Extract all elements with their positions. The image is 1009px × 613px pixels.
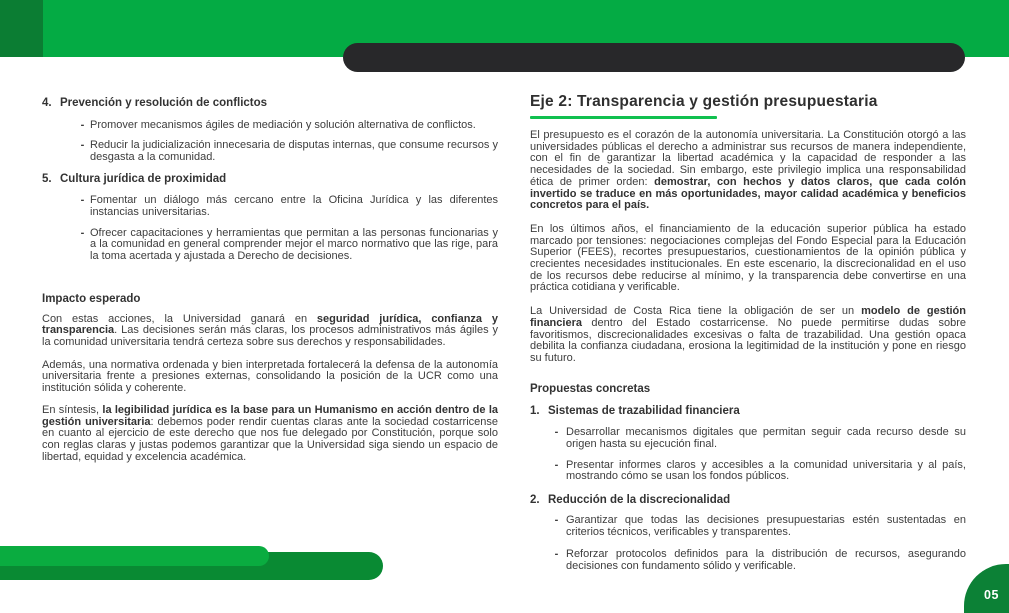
bullet-text: Presentar informes claros y accesibles a la comunidad universitaria y al país, mostrando cómo se usan los fondos públicos.	[566, 458, 966, 483]
bottom-light-green-bar	[0, 546, 269, 566]
bullet-dash-icon: -	[554, 458, 559, 471]
bullet-dash-icon: -	[554, 426, 559, 439]
paragraph	[42, 314, 498, 349]
paragraph	[530, 130, 966, 212]
paragraph-bold-text: demostrar, con hechos y datos claros, que cada colón invertido se traduce en más oportunidades, mayor calidad académica y beneficios concretos para el país.	[530, 175, 966, 212]
top-black-pill	[343, 43, 965, 72]
numbered-heading-5	[42, 173, 498, 186]
paragraph-bold-text: modelo de gestión financiera	[530, 305, 966, 329]
bullet-item	[42, 140, 498, 163]
paragraph-bold-text: la legibilidad jurídica es la base para un Humanismo en acción dentro de la gestión universitaria	[42, 403, 498, 428]
numbered-heading-4	[42, 97, 498, 110]
item-title: Prevención y resolución de conflictos	[60, 97, 268, 109]
paragraph	[42, 405, 498, 464]
paragraph-text: dentro del Estado costarricense. No puede permitirse dudas sobre favoritismos, discrecionalidades excesivas o falta de trazabilidad. Una gestión opaca debilita la confianza ciudadana, erosiona la legitimidad de la institución y pone en riesgo su futuro.	[530, 316, 966, 364]
bullet-text: Ofrecer capacitaciones y herramientas que permitan a las personas funcionarias y a la comunidad en general comprender mejor el marco normativo que las rige, para la toma acertada y ajustada a Derecho de decisiones.	[90, 226, 498, 262]
paragraph	[530, 306, 966, 365]
bullet-item	[42, 195, 498, 218]
title-underline	[530, 116, 717, 119]
bullet-text: Promover mecanismos ágiles de mediación y solución alternativa de conflictos.	[90, 118, 476, 131]
bullet-dash-icon: -	[80, 118, 85, 131]
bullet-dash-icon: -	[80, 226, 85, 239]
paragraph-bold-text: seguridad jurídica, confianza y transparencia	[42, 312, 498, 337]
bullet-item	[42, 228, 498, 263]
paragraph-text: En síntesis,	[42, 403, 103, 416]
bullet-item	[530, 427, 966, 450]
impact-heading: Impacto esperado	[42, 292, 141, 305]
bullet-item	[530, 549, 966, 572]
paragraph-text: La Universidad de Costa Rica tiene la obligación de ser un	[530, 305, 862, 318]
bullet-text: Reducir la judicialización innecesaria de disputas internas, que consume recursos y desgasta a la comunidad.	[90, 139, 498, 163]
numbered-heading-1	[530, 405, 966, 418]
paragraph-text: Además, una normativa ordenada y bien interpretada fortalecerá la defensa de la autonomía universitaria frente a presiones externas, consolidando la posición de la UCR como una institución sólida y coherente.	[42, 358, 498, 395]
bullet-dash-icon: -	[554, 514, 559, 527]
page-number: 05	[984, 587, 999, 602]
paragraph	[42, 360, 498, 395]
paragraph-text: . Las decisiones serán más claras, los procesos administrativos más ágiles y la comunidad universitaria tendrá certeza sobre sus derechos y responsabilidades.	[42, 324, 498, 349]
bullet-dash-icon: -	[554, 547, 559, 560]
paragraph-text: : debemos poder rendir cuentas claras ante la sociedad costarricense en cuanto al ejercicio de este derecho que nos fue delegado por Constitución, porque solo con reglas claras y justas podemos garantizar que la Universidad siga siendo un espacio de libertad, equidad y excelencia académica.	[42, 415, 498, 463]
top-dark-green-square	[0, 0, 43, 57]
item-title: Cultura jurídica de proximidad	[60, 172, 227, 185]
bullet-item	[42, 120, 498, 132]
paragraph-text: El presupuesto es el corazón de la autonomía universitaria. La Constitución otorgó a las universidades públicas el derecho a administrar sus recursos de manera independiente, con el fin de garantizar la libertad académica y la capacidad de responder a las necesidades de la sociedad. Sin embargo, este privilegio implica una responsabilidad ética de primer orden:	[530, 129, 966, 188]
bullet-item	[530, 460, 966, 483]
paragraph-text: Con estas acciones, la Universidad ganará en	[42, 312, 317, 325]
bullet-text: Reforzar protocolos definidos para la distribución de recursos, asegurando decisiones con fundamento sólido y verificable.	[566, 547, 966, 572]
item-number: 2.	[530, 493, 540, 506]
bullet-dash-icon: -	[80, 194, 85, 207]
bullet-dash-icon: -	[80, 139, 85, 152]
bullet-text: Garantizar que todas las decisiones presupuestarias estén sustentadas en criterios técnicos, verificables y transparentes.	[566, 514, 966, 539]
item-number: 4.	[42, 97, 52, 109]
paragraph-text: En los últimos años, el financiamiento de la educación superior pública ha estado marcado por tensiones: negociaciones complejas del Fondo Especial para la Educación Superior (FEES), recortes presupuestarios, cuestionamientos de la opinión pública y crecientes necesidades institucionales. En este escenario, la discrecionalidad en el uso de los recursos debe reducirse al mínimo, y la transparencia debe convertirse en una práctica cotidiana y verificable.	[530, 222, 966, 294]
proposals-heading: Propuestas concretas	[530, 382, 651, 395]
bullet-text: Fomentar un diálogo más cercano entre la Oficina Jurídica y las diferentes instancias universitarias.	[90, 194, 498, 218]
left-column	[42, 95, 498, 463]
page-number-badge	[964, 564, 1009, 613]
bullet-item	[530, 515, 966, 538]
item-number: 5.	[42, 172, 52, 185]
eje2-title: Eje 2: Transparencia y gestión presupuestaria	[530, 93, 878, 110]
item-title: Reducción de la discrecionalidad	[548, 493, 731, 506]
item-title: Sistemas de trazabilidad financiera	[548, 404, 740, 417]
item-number: 1.	[530, 404, 540, 417]
numbered-heading-2	[530, 494, 966, 507]
right-column	[530, 93, 966, 572]
bullet-text: Desarrollar mecanismos digitales que permitan seguir cada recurso desde su origen hasta su ejecución final.	[566, 426, 966, 450]
paragraph	[530, 224, 966, 294]
